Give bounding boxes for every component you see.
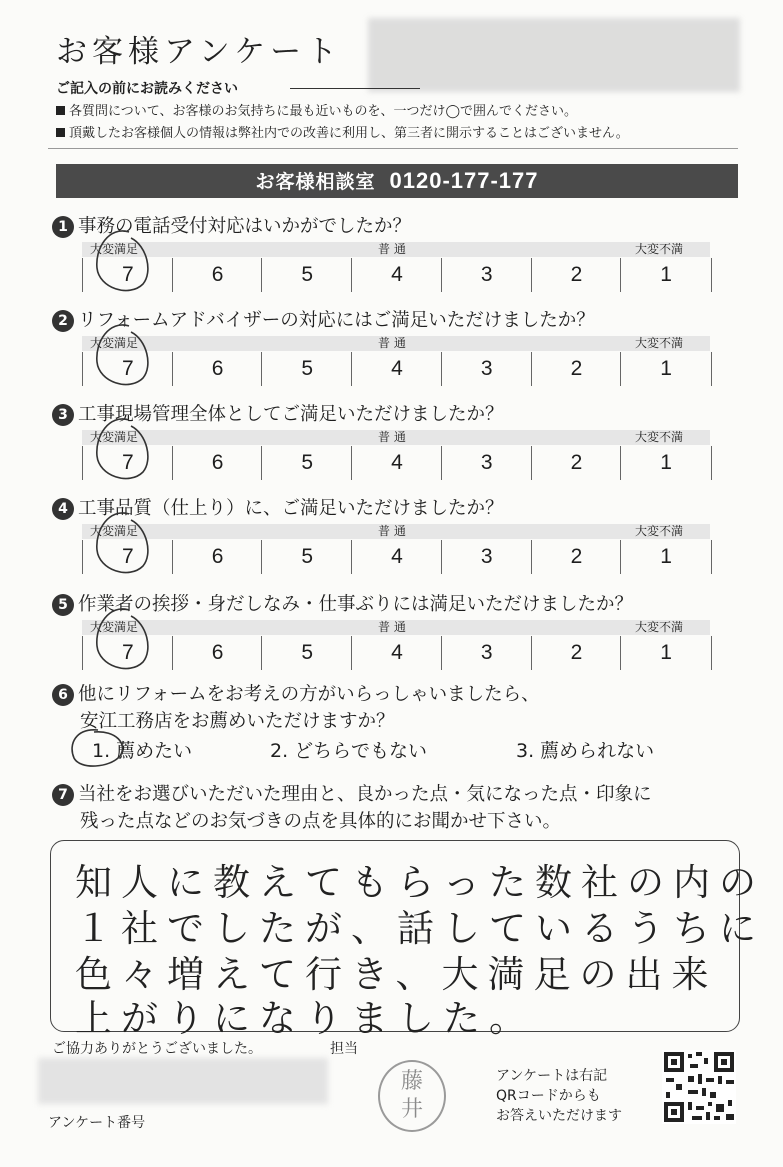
form-title: お客様アンケート <box>56 34 343 70</box>
question-6 <box>52 680 540 706</box>
scale-high-label: 大変満足 <box>90 336 139 350</box>
qr-text-1: アンケートは右記 <box>496 1068 608 1084</box>
scale-mid-label: 普 通 <box>378 242 406 256</box>
scale-low-label: 大変不満 <box>635 524 684 538</box>
scale-label-bar <box>82 242 710 257</box>
rating-row <box>82 258 710 292</box>
rating-option-1[interactable]: 1 <box>620 352 712 386</box>
q6-option-2[interactable]: 2. どちらでもない <box>270 740 427 762</box>
rating-option-2[interactable]: 2 <box>531 636 622 670</box>
rating-option-4[interactable]: 4 <box>351 540 442 574</box>
note-1-text: 各質問について、お客様のお気持ちに最も近いものを、一つだけ◯で囲んでください。 <box>69 104 578 119</box>
intro-heading: ご記入の前にお読みください <box>56 81 238 97</box>
square-bullet-icon <box>56 106 65 115</box>
rating-option-3[interactable]: 3 <box>441 636 532 670</box>
question-number: 5 <box>52 594 74 616</box>
banner-label: お客様相談室 <box>255 171 376 193</box>
scale-label-bar <box>82 524 710 539</box>
scale-mid-label: 普 通 <box>378 524 406 538</box>
note-2-text: 頂戴したお客様個人の情報は弊社内での改善に利用し、第三者に開示することはございません。 <box>69 126 629 141</box>
redacted-name-field <box>368 18 740 92</box>
note-1 <box>56 100 577 119</box>
rating-option-3[interactable]: 3 <box>441 352 532 386</box>
rating-option-3[interactable]: 3 <box>441 258 532 292</box>
question-6-line-1: 他にリフォームをお考えの方がいらっしゃいましたら、 <box>78 684 540 705</box>
comment-line-2: １社でしたが、話しているうちに <box>75 907 765 950</box>
qr-text-3: お答えいただけます <box>496 1108 622 1124</box>
scale-label-bar <box>82 430 710 445</box>
comment-line-3: 色々増えて行き、大満足の出来 <box>75 953 718 996</box>
rating-option-2[interactable]: 2 <box>531 446 622 480</box>
scale-low-label: 大変不満 <box>635 242 684 256</box>
scale-mid-label: 普 通 <box>378 620 406 634</box>
scale-label-bar <box>82 620 710 635</box>
question-6-number: 6 <box>52 684 74 706</box>
rating-option-7[interactable]: 7 <box>82 446 173 480</box>
rating-option-4[interactable]: 4 <box>351 446 442 480</box>
rating-option-6[interactable]: 6 <box>172 636 263 670</box>
rating-option-5[interactable]: 5 <box>261 540 352 574</box>
rating-option-1[interactable]: 1 <box>620 636 712 670</box>
note-2 <box>56 122 629 141</box>
question-number: 2 <box>52 310 74 332</box>
scale-low-label: 大変不満 <box>635 620 684 634</box>
rating-option-5[interactable]: 5 <box>261 446 352 480</box>
scale-high-label: 大変満足 <box>90 524 139 538</box>
rating-option-3[interactable]: 3 <box>441 540 532 574</box>
scale-high-label: 大変満足 <box>90 242 139 256</box>
scale-label-bar <box>82 336 710 351</box>
rating-option-6[interactable]: 6 <box>172 352 263 386</box>
question-7-line-1: 当社をお選びいただいた理由と、良かった点・気になった点・印象に <box>78 784 652 805</box>
question-6-line-2: 安江工務店をお薦めいただけますか？ <box>80 711 395 732</box>
rating-option-4[interactable]: 4 <box>351 636 442 670</box>
question-number: 4 <box>52 498 74 520</box>
question-7-line-2: 残った点などのお気づきの点を具体的にお聞かせ下さい。 <box>80 811 562 832</box>
question-text: 事務の電話受付対応はいかがでしたか？ <box>78 216 412 237</box>
rating-row <box>82 540 710 574</box>
staff-label: 担当 <box>330 1041 358 1057</box>
square-bullet-icon <box>56 128 65 137</box>
rating-option-2[interactable]: 2 <box>531 352 622 386</box>
rating-row <box>82 446 710 480</box>
question-text: 作業者の挨拶・身だしなみ・仕事ぶりには満足いただけましたか？ <box>78 594 634 615</box>
survey-number-label: アンケート番号 <box>48 1115 146 1131</box>
qr-instructions <box>496 1066 622 1126</box>
answer-circle <box>89 318 159 396</box>
comment-line-4: 上がりになりました。 <box>75 997 535 1040</box>
rating-option-5[interactable]: 5 <box>261 636 352 670</box>
rating-option-2[interactable]: 2 <box>531 540 622 574</box>
rating-option-7[interactable]: 7 <box>82 540 173 574</box>
comment-line-1: 知人に教えてもらった数社の内の <box>75 861 765 904</box>
q6-option-3[interactable]: 3. 薦められない <box>516 740 655 762</box>
rating-row <box>82 352 710 386</box>
qr-code-icon[interactable] <box>662 1050 736 1124</box>
header-divider <box>48 148 738 149</box>
scale-high-label: 大変満足 <box>90 430 139 444</box>
answer-circle <box>89 412 159 490</box>
rating-option-1[interactable]: 1 <box>620 446 712 480</box>
banner-phone: 0120-177-177 <box>389 168 539 193</box>
question-text: 工事現場管理全体としてご満足いただけましたか？ <box>78 404 504 425</box>
q6-answer-circle <box>58 722 134 772</box>
seal-char-2: 井 <box>400 1097 423 1122</box>
question-7-number: 7 <box>52 784 74 806</box>
rating-option-2[interactable]: 2 <box>531 258 622 292</box>
thanks-text: ご協力ありがとうございました。 <box>52 1041 262 1057</box>
intro-divider <box>290 88 420 89</box>
rating-option-4[interactable]: 4 <box>351 352 442 386</box>
question-number: 1 <box>52 216 74 238</box>
redacted-survey-number <box>38 1058 328 1104</box>
rating-option-4[interactable]: 4 <box>351 258 442 292</box>
answer-circle <box>89 224 159 302</box>
answer-circle <box>89 506 159 584</box>
rating-option-6[interactable]: 6 <box>172 540 263 574</box>
question-text: 工事品質（仕上り）に、ご満足いただけましたか？ <box>78 498 504 519</box>
scale-low-label: 大変不満 <box>635 430 684 444</box>
rating-option-6[interactable]: 6 <box>172 258 263 292</box>
seal-char-1: 藤 <box>400 1069 423 1094</box>
rating-option-5[interactable]: 5 <box>261 258 352 292</box>
rating-option-7[interactable]: 7 <box>82 258 173 292</box>
scale-mid-label: 普 通 <box>378 430 406 444</box>
question-number: 3 <box>52 404 74 426</box>
rating-option-5[interactable]: 5 <box>261 352 352 386</box>
question-7 <box>52 780 652 806</box>
question-text: リフォームアドバイザーの対応にはご満足いただけましたか？ <box>78 310 595 331</box>
customer-service-banner <box>56 164 738 198</box>
qr-text-2: QRコードからも <box>496 1088 601 1104</box>
rating-option-6[interactable]: 6 <box>172 446 263 480</box>
rating-option-1[interactable]: 1 <box>620 258 712 292</box>
rating-option-3[interactable]: 3 <box>441 446 532 480</box>
scale-mid-label: 普 通 <box>378 336 406 350</box>
q6-option-1[interactable]: 1. 薦めたい <box>92 740 193 762</box>
rating-option-7[interactable]: 7 <box>82 636 173 670</box>
answer-circle <box>89 602 159 680</box>
staff-seal <box>378 1060 446 1132</box>
rating-option-7[interactable]: 7 <box>82 352 173 386</box>
scale-high-label: 大変満足 <box>90 620 139 634</box>
rating-row <box>82 636 710 670</box>
scale-low-label: 大変不満 <box>635 336 684 350</box>
rating-option-1[interactable]: 1 <box>620 540 712 574</box>
